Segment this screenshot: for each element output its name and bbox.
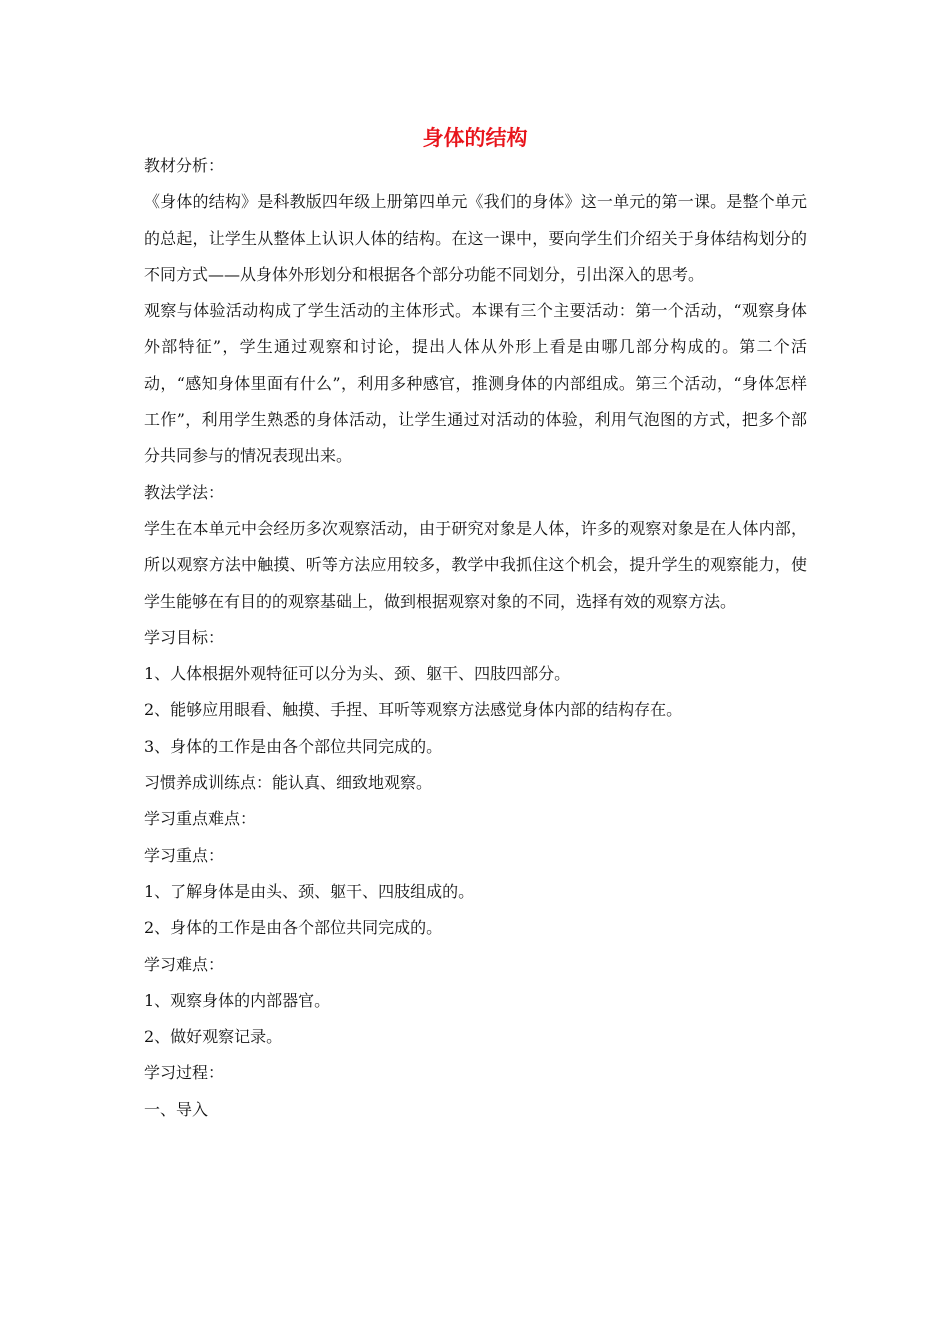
section-heading-learning-process: 学习过程：: [144, 1063, 225, 1083]
section-heading-introduction: 一、导入: [144, 1099, 209, 1119]
list-item-difficult-point-1: 1、观察身体的内部器官。: [144, 990, 331, 1010]
paragraph-material-overview: 《身体的结构》是科教版四年级上册第四单元《我们的身体》这一单元的第一课。是整个单元的总起，让学生从整体上认识人体的结构。在这一课中，要向学生们介绍关于身体结构划分的不同方式——从身体外形划分和根据各个部分功能不同划分，引出深入的思考。: [144, 192, 807, 284]
paragraph-teaching-method: 学生在本单元中会经历多次观察活动，由于研究对象是人体，许多的观察对象是在人体内部，所以观察方法中触摸、听等方法应用较多，教学中我抓住这个机会，提升学生的观察能力，使学生能够在有目的的观察基础上，做到根据观察对象的不同，选择有效的观察方法。: [144, 518, 807, 611]
section-heading-difficult-points: 学习难点：: [144, 954, 225, 974]
section-heading-key-difficult-points: 学习重点难点：: [144, 809, 257, 829]
section-heading-learning-goals: 学习目标：: [144, 627, 225, 647]
paragraph-habit-training: 习惯养成训练点：能认真、细致地观察。: [144, 773, 433, 793]
document-title: 身体的结构: [422, 126, 528, 150]
section-heading-material-analysis: 教材分析：: [144, 156, 225, 175]
list-item-key-point-1: 1、了解身体是由头、颈、躯干、四肢组成的。: [144, 881, 475, 901]
section-heading-key-points: 学习重点：: [144, 845, 225, 865]
list-item-key-point-2: 2、身体的工作是由各个部位共同完成的。: [144, 918, 443, 938]
paragraph-activities: 观察与体验活动构成了学生活动的主体形式。本课有三个主要活动：第一个活动，“观察身体外部特征”，学生通过观察和讨论，提出人体从外形上看是由哪几部分构成的。第二个活动，“感知身体里面有什么”，利用多种感官，推测身体的内部组成。第三个活动，“身体怎样工作”，利用学生熟悉的身体活动，让学生通过对活动的体验，利用气泡图的方式，把多个部分共同参与的情况表现出来。: [144, 301, 807, 466]
document-body: [144, 148, 807, 1128]
list-item-goal-2: 2、能够应用眼看、触摸、手捏、耳听等观察方法感觉身体内部的结构存在。: [144, 700, 683, 720]
section-heading-teaching-method: 教法学法：: [144, 482, 225, 502]
list-item-goal-1: 1、人体根据外观特征可以分为头、颈、躯干、四肢四部分。: [144, 664, 571, 684]
list-item-goal-3: 3、身体的工作是由各个部位共同完成的。: [144, 736, 443, 756]
list-item-difficult-point-2: 2、做好观察记录。: [144, 1027, 283, 1047]
